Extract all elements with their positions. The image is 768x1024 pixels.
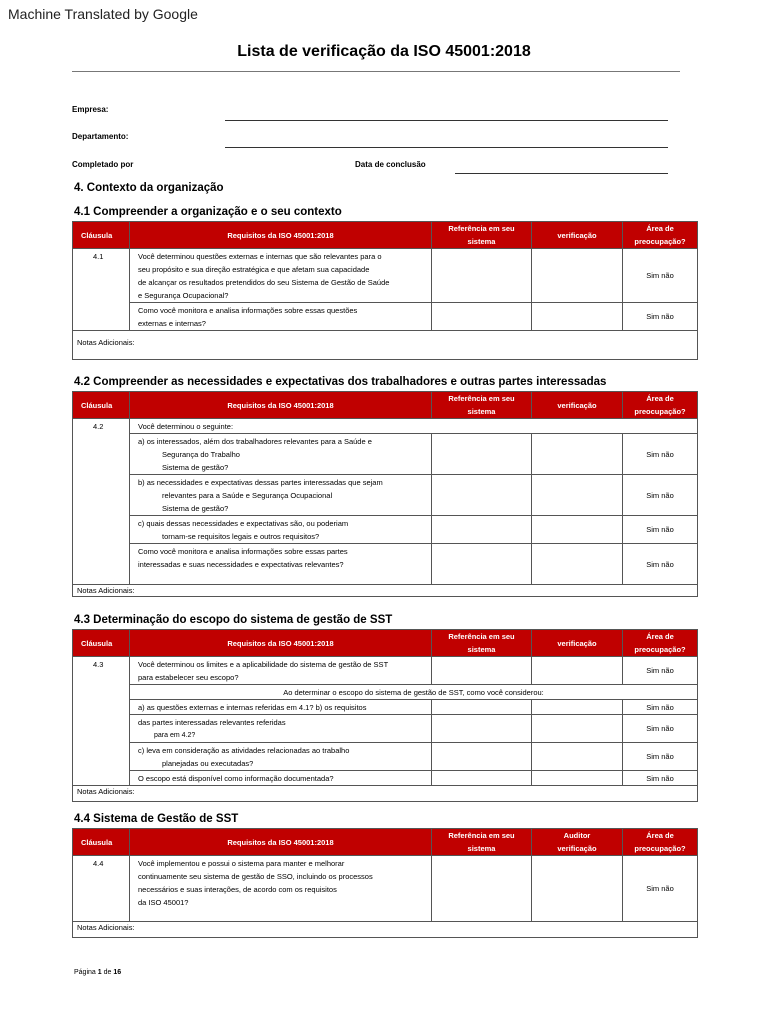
- title-divider: [72, 71, 680, 72]
- page-footer: [74, 969, 121, 976]
- completed-by-label: Completado por: [72, 160, 134, 169]
- section-4-2-heading: 4.2 Compreender as necessidades e expectativas dos trabalhadores e outras partes interessadas: [74, 376, 607, 388]
- section-4-3-heading: 4.3 Determinação do escopo do sistema de gestão de SST: [74, 614, 393, 626]
- header-clause: Cláusula: [73, 630, 130, 657]
- checklist-table-4-4: [72, 828, 698, 938]
- requirement-text: das partes interessadas relevantes referidas para em 4.2?: [130, 715, 432, 743]
- header-verification: verificação: [532, 392, 623, 419]
- verification-cell[interactable]: [532, 303, 623, 331]
- reference-cell[interactable]: [432, 657, 532, 685]
- requirement-text: a) as questões externas e internas referidas em 4.1? b) os requisitos: [130, 700, 432, 715]
- header-clause: Cláusula: [73, 392, 130, 419]
- yes-no-option[interactable]: Sim não: [623, 249, 698, 303]
- header-concern: Área de preocupação?: [623, 222, 698, 249]
- reference-cell[interactable]: [432, 715, 532, 743]
- header-requirements: Requisitos da ISO 45001:2018: [130, 222, 432, 249]
- page-total: 16: [113, 969, 122, 976]
- yes-no-option[interactable]: Sim não: [623, 700, 698, 715]
- yes-no-option[interactable]: Sim não: [623, 715, 698, 743]
- header-clause: Cláusula: [73, 222, 130, 249]
- verification-cell[interactable]: [532, 743, 623, 771]
- section-4-heading: 4. Contexto da organização: [74, 182, 224, 194]
- additional-notes[interactable]: Notas Adicionais:: [73, 585, 698, 597]
- header-reference: Referência em seu sistema: [432, 630, 532, 657]
- checklist-table-4-1: [72, 221, 698, 360]
- requirement-intro: Você determinou o seguinte:: [130, 419, 698, 434]
- requirement-text: c) leva em consideração as atividades relacionadas ao trabalho planejadas ou executadas?: [130, 743, 432, 771]
- requirement-text: O escopo está disponível como informação documentada?: [130, 771, 432, 786]
- verification-cell[interactable]: [532, 700, 623, 715]
- checklist-table-4-3: [72, 629, 698, 802]
- requirement-text: Como você monitora e analisa informações sobre essas partes interessadas e suas necessidades e expectativas relevantes?: [130, 544, 432, 585]
- section-4-4-heading: 4.4 Sistema de Gestão de SST: [74, 813, 239, 825]
- reference-cell[interactable]: [432, 700, 532, 715]
- verification-cell[interactable]: [532, 475, 623, 516]
- department-label: Departamento:: [72, 132, 129, 141]
- verification-cell[interactable]: [532, 516, 623, 544]
- header-auditor-verification: Auditor verificação: [532, 829, 623, 856]
- reference-cell[interactable]: [432, 771, 532, 786]
- verification-cell[interactable]: [532, 657, 623, 685]
- header-verification: verificação: [532, 222, 623, 249]
- yes-no-option[interactable]: Sim não: [623, 657, 698, 685]
- verification-cell[interactable]: [532, 856, 623, 922]
- reference-cell[interactable]: [432, 434, 532, 475]
- department-field[interactable]: [225, 147, 668, 148]
- header-requirements: Requisitos da ISO 45001:2018: [130, 630, 432, 657]
- verification-cell[interactable]: [532, 544, 623, 585]
- yes-no-option[interactable]: Sim não: [623, 544, 698, 585]
- completion-date-label: Data de conclusão: [355, 160, 426, 169]
- clause-number: 4.4: [73, 856, 130, 922]
- page-of: de: [103, 969, 112, 976]
- yes-no-option[interactable]: Sim não: [623, 743, 698, 771]
- yes-no-option[interactable]: Sim não: [623, 516, 698, 544]
- additional-notes[interactable]: Notas Adicionais:: [73, 786, 698, 802]
- clause-number: 4.1: [73, 249, 130, 331]
- header-verification: verificação: [532, 630, 623, 657]
- header-concern: Área de preocupação?: [623, 829, 698, 856]
- yes-no-option[interactable]: Sim não: [623, 434, 698, 475]
- yes-no-option[interactable]: Sim não: [623, 303, 698, 331]
- page-label: Página: [74, 969, 96, 976]
- checklist-table-4-2: [72, 391, 698, 597]
- requirement-text: Você determinou os limites e a aplicabilidade do sistema de gestão de SST para estabelecer seu escopo?: [130, 657, 432, 685]
- company-label: Empresa:: [72, 105, 109, 114]
- additional-notes[interactable]: Notas Adicionais:: [73, 922, 698, 938]
- reference-cell[interactable]: [432, 516, 532, 544]
- reference-cell[interactable]: [432, 303, 532, 331]
- company-field[interactable]: [225, 120, 668, 121]
- machine-translated-banner: Machine Translated by Google: [8, 6, 198, 22]
- header-reference: Referência em seu sistema: [432, 829, 532, 856]
- yes-no-option[interactable]: Sim não: [623, 771, 698, 786]
- reference-cell[interactable]: [432, 544, 532, 585]
- verification-cell[interactable]: [532, 771, 623, 786]
- clause-number: 4.3: [73, 657, 130, 786]
- additional-notes[interactable]: Notas Adicionais:: [73, 331, 698, 360]
- reference-cell[interactable]: [432, 856, 532, 922]
- reference-cell[interactable]: [432, 743, 532, 771]
- requirement-text: c) quais dessas necessidades e expectativas são, ou poderiam tornam-se requisitos legais e outros requisitos?: [130, 516, 432, 544]
- header-requirements: Requisitos da ISO 45001:2018: [130, 829, 432, 856]
- page-number: 1: [97, 969, 102, 976]
- clause-number: 4.2: [73, 419, 130, 585]
- completion-date-field[interactable]: [455, 173, 668, 174]
- requirement-text: Como você monitora e analisa informações sobre essas questões externas e internas?: [130, 303, 432, 331]
- header-requirements: Requisitos da ISO 45001:2018: [130, 392, 432, 419]
- requirement-text: b) as necessidades e expectativas dessas partes interessadas que sejam relevantes para a Saúde e Segurança Ocupacional Sistema de gestão?: [130, 475, 432, 516]
- verification-cell[interactable]: [532, 715, 623, 743]
- section-4-1-heading: 4.1 Compreender a organização e o seu contexto: [74, 206, 342, 218]
- header-concern: Área de preocupação?: [623, 630, 698, 657]
- header-reference: Referência em seu sistema: [432, 392, 532, 419]
- yes-no-option[interactable]: Sim não: [623, 856, 698, 922]
- yes-no-option[interactable]: Sim não: [623, 475, 698, 516]
- requirement-text: a) os interessados, além dos trabalhadores relevantes para a Saúde e Segurança do Trabalho Sistema de gestão?: [130, 434, 432, 475]
- header-reference: Referência em seu sistema: [432, 222, 532, 249]
- requirement-subheading: Ao determinar o escopo do sistema de gestão de SST, como você considerou:: [130, 685, 698, 700]
- requirement-text: Você determinou questões externas e internas que são relevantes para o seu propósito e sua direção estratégica e que afetam sua capacidade de alcançar os resultados pretendidos do seu Sistema de Gestão de Saúde e Segurança Ocupacional?: [130, 249, 432, 303]
- verification-cell[interactable]: [532, 249, 623, 303]
- header-concern: Área de preocupação?: [623, 392, 698, 419]
- header-clause: Cláusula: [73, 829, 130, 856]
- requirement-text: Você implementou e possui o sistema para manter e melhorar continuamente seu sistema de gestão de SSO, incluindo os processos necessários e suas interações, de acordo com os requisitos da ISO 45001?: [130, 856, 432, 922]
- document-title: Lista de verificação da ISO 45001:2018: [237, 43, 531, 60]
- verification-cell[interactable]: [532, 434, 623, 475]
- reference-cell[interactable]: [432, 475, 532, 516]
- reference-cell[interactable]: [432, 249, 532, 303]
